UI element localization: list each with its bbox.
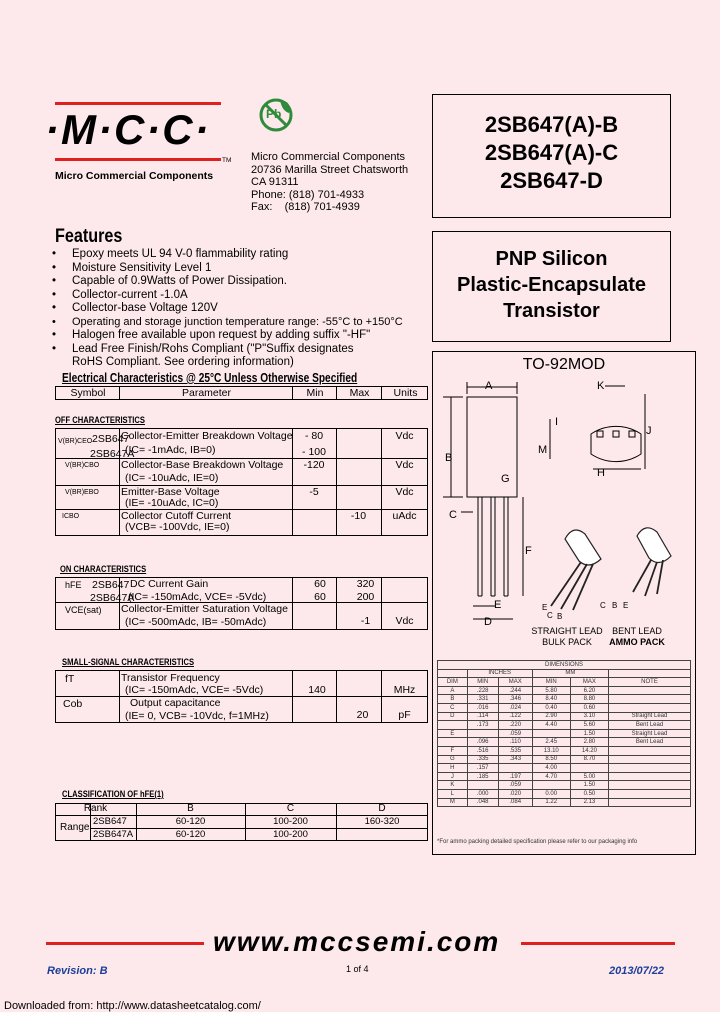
dim-label: E: [494, 599, 502, 611]
dim-cell: Straight Lead: [608, 712, 690, 721]
address-line: 20736 Marilla Street Chatsworth: [251, 163, 409, 176]
address-line: Micro Commercial Components: [251, 151, 406, 163]
feature-item: • Lead Free Finish/Rohs Compliant ("P"Suffix designates: [52, 343, 432, 357]
dim-label: K: [597, 380, 605, 392]
unit: Vdc: [395, 459, 414, 471]
footer-bar-left: [46, 942, 204, 945]
dim-cell: [608, 764, 690, 773]
condition: (IC= -150mAdc, VCE= -5Vdc): [128, 591, 267, 603]
dim-cell: 0.50: [570, 789, 608, 798]
unit: Vdc: [395, 430, 414, 442]
dim-cell: 2.13: [570, 798, 608, 807]
caption-line: BULK PACK: [542, 637, 592, 647]
min-value: 60: [314, 578, 326, 590]
unit: MHz: [393, 684, 416, 696]
dim-cell: .220: [498, 721, 532, 730]
dim-cell: [467, 781, 498, 790]
min-value: -5: [309, 486, 319, 498]
dim-unit: MM: [532, 669, 608, 678]
unit: pF: [398, 709, 411, 721]
class-part: 2SB647: [93, 816, 127, 827]
dim-cell: 5.60: [570, 721, 608, 730]
dim-cell: 5.00: [570, 772, 608, 781]
straight-lead-caption: [527, 626, 607, 648]
dim-cell: .020: [498, 789, 532, 798]
dim-label: G: [501, 473, 510, 485]
dim-row: [438, 703, 691, 712]
dim-cell: 14.20: [570, 746, 608, 755]
pin-label: E: [623, 601, 629, 610]
bent-lead-caption: [605, 626, 669, 648]
feature-item: • Moisture Sensitivity Level 1: [52, 262, 432, 276]
dim-cell: D: [438, 712, 468, 721]
feature-item: RoHS Compliant. See ordering information): [72, 356, 294, 368]
class-title: CLASSIFICATION OF hFE(1): [62, 789, 164, 800]
condition: (VCB= -100Vdc, IE=0): [125, 521, 230, 533]
condition: (IC= -500mAdc, IB= -50mAdc): [125, 616, 267, 628]
dim-cell: .122: [498, 712, 532, 721]
dim-title: DIMENSIONS: [438, 661, 691, 670]
dim-cell: .114: [467, 712, 498, 721]
symbol-sub: 2SB647: [92, 433, 130, 445]
dim-cell: Bent Lead: [608, 738, 690, 747]
dim-cell: 2.45: [532, 738, 570, 747]
dim-cell: [608, 703, 690, 712]
dim-cell: .343: [498, 755, 532, 764]
dim-cell: E: [438, 729, 468, 738]
dim-row: [438, 738, 691, 747]
dim-cell: Bent Lead: [608, 721, 690, 730]
dim-cell: .059: [498, 781, 532, 790]
dim-cell: [438, 738, 468, 747]
dim-row: [438, 764, 691, 773]
dim-cell: [608, 686, 690, 695]
dim-cell: [570, 764, 608, 773]
min-value: - 100: [302, 446, 326, 458]
dim-row: [438, 746, 691, 755]
col-header: Units: [393, 387, 418, 399]
feature-item: • Epoxy meets UL 94 V-0 flammability rating: [52, 248, 432, 262]
dim-cell: .024: [498, 703, 532, 712]
max-value: 20: [356, 709, 369, 721]
condition: (IC= -10uAdc, IE=0): [125, 472, 219, 484]
address-line: Phone: (818) 701-4933: [251, 188, 365, 201]
class-header: C: [286, 803, 295, 814]
dim-cell: 1.50: [570, 729, 608, 738]
dim-cell: [608, 798, 690, 807]
dim-cell: [608, 789, 690, 798]
dim-cell: .048: [467, 798, 498, 807]
dim-cell: J: [438, 772, 468, 781]
class-header: D: [378, 803, 386, 814]
class-header: Rank: [83, 803, 108, 814]
part-number-box: [432, 94, 671, 218]
dim-cell: [467, 729, 498, 738]
features-list: [52, 248, 432, 370]
class-value: 100-200: [273, 829, 308, 840]
dim-label: M: [538, 444, 548, 456]
feature-item: • Collector-base Voltage 120V: [52, 302, 432, 316]
dim-cell: .228: [467, 686, 498, 695]
dim-cell: .110: [498, 738, 532, 747]
description-line: Plastic-Encapsulate: [457, 274, 646, 296]
symbol: V(BR)CBO: [65, 462, 100, 469]
dim-cell: 6.20: [570, 686, 608, 695]
dim-cell: .331: [467, 695, 498, 704]
address-line: Fax: (818) 701-4939: [251, 201, 360, 213]
col-header: Max: [349, 387, 370, 399]
dim-cell: .335: [467, 755, 498, 764]
dim-cell: 13.10: [532, 746, 570, 755]
class-value: 60-120: [175, 816, 206, 827]
dim-cell: 0.60: [570, 703, 608, 712]
date: 2013/07/22: [609, 965, 665, 977]
page-number: 1 of 4: [346, 964, 369, 974]
symbol: fT: [65, 673, 75, 685]
dim-cell: G: [438, 755, 468, 764]
class-part: 2SB647A: [93, 829, 134, 840]
dim-cell: 8.80: [570, 695, 608, 704]
dim-cell: [532, 729, 570, 738]
dim-label: I: [555, 416, 559, 428]
symbol-sub: 2SB647A: [90, 448, 135, 460]
dim-cell: 4.40: [532, 721, 570, 730]
param: Collector-Emitter Saturation Voltage: [121, 603, 288, 615]
caption-line: AMMO PACK: [609, 637, 665, 647]
dim-cell: [608, 746, 690, 755]
dim-cell: .197: [498, 772, 532, 781]
condition: (IC= -150mAdc, VCE= -5Vdc): [125, 684, 264, 696]
dim-cell: .535: [498, 746, 532, 755]
pin-label: E: [542, 603, 548, 612]
symbol: VCE(sat): [65, 605, 102, 615]
condition: (IE= -10uAdc, IC=0): [125, 497, 219, 509]
description-line: Transistor: [503, 300, 600, 322]
param: Output capacitance: [130, 697, 221, 709]
param: Collector-Emitter Breakdown Voltage: [121, 430, 293, 442]
dim-cell: 0.00: [532, 789, 570, 798]
dim-cell: .244: [498, 686, 532, 695]
dim-cell: 5.80: [532, 686, 570, 695]
param: Transistor Frequency: [121, 672, 220, 684]
dim-cell: .096: [467, 738, 498, 747]
caption-line: STRAIGHT LEAD: [531, 626, 603, 636]
unit: Vdc: [395, 486, 414, 498]
condition: (IE= 0, VCB= -10Vdc, f=1MHz): [125, 710, 269, 722]
dim-cell: Straight Lead: [608, 729, 690, 738]
dim-row: [438, 781, 691, 790]
dim-row: [438, 772, 691, 781]
class-header: B: [187, 803, 194, 814]
dim-cell: 4.00: [532, 764, 570, 773]
col-header: Symbol: [70, 387, 106, 399]
ss-title: SMALL-SIGNAL CHARACTERISTICS: [62, 657, 195, 668]
range-label: Range: [60, 822, 90, 833]
dim-cell: F: [438, 746, 468, 755]
dim-cell: .157: [467, 764, 498, 773]
dim-label: A: [485, 380, 493, 392]
dim-cell: B: [438, 695, 468, 704]
dim-cell: [608, 772, 690, 781]
dim-cell: 0.40: [532, 703, 570, 712]
website: www.mccsemi.com: [213, 926, 501, 957]
features-title: Features: [55, 226, 123, 247]
min-value: 140: [308, 684, 326, 696]
dim-label: D: [484, 616, 492, 628]
part-number: 2SB647-D: [500, 168, 603, 193]
feature-item: • Capable of 0.9Watts of Power Dissipation.: [52, 275, 432, 289]
class-value: 160-320: [364, 816, 400, 827]
dim-cell: [438, 721, 468, 730]
class-value: 60-120: [175, 829, 206, 840]
dim-row: [438, 712, 691, 721]
feature-item: • Halogen free available upon request by adding suffix "-HF": [52, 329, 432, 343]
param: Emitter-Base Voltage: [121, 486, 220, 498]
address-block: [251, 151, 408, 214]
dim-cell: [608, 755, 690, 764]
dim-cell: 2.80: [570, 738, 608, 747]
dim-note: *For ammo packing detailed specification please refer to our packaging info: [437, 839, 638, 845]
min-value: 60: [314, 591, 326, 603]
dim-cell: 1.50: [570, 781, 608, 790]
caption-line: BENT LEAD: [612, 626, 662, 636]
symbol: V(BR)CEO: [58, 438, 93, 445]
pb-text: Pb: [266, 107, 282, 121]
on-title: ON CHARACTERISTICS: [60, 564, 147, 575]
col-header: Parameter: [181, 387, 232, 399]
address-line: CA 91311: [251, 176, 299, 188]
symbol: Cob: [63, 698, 83, 710]
pin-label: C: [547, 611, 553, 620]
dim-row: [438, 721, 691, 730]
dim-cell: 1.22: [532, 798, 570, 807]
param: Collector-Base Breakdown Voltage: [121, 459, 284, 471]
dim-row: [438, 695, 691, 704]
param: DC Current Gain: [130, 578, 209, 590]
max-value: 200: [356, 591, 375, 603]
symbol: V(BR)EBO: [65, 489, 99, 496]
dim-row: [438, 755, 691, 764]
max-value: 320: [356, 578, 375, 590]
dim-label: C: [449, 509, 457, 521]
dim-cell: 8.70: [570, 755, 608, 764]
download-link[interactable]: Downloaded from: http://www.datasheetcatalog.com/: [4, 1000, 261, 1012]
min-value: - 80: [304, 430, 324, 442]
revision: Revision: B: [47, 965, 108, 977]
logo-caption: Micro Commercial Components: [55, 170, 214, 182]
package-title: TO-92MOD: [522, 356, 606, 373]
elec-title: Electrical Characteristics @ 25°C Unless Otherwise Specified: [62, 370, 358, 385]
part-number: 2SB647(A)-B: [484, 112, 619, 137]
symbol-sub: 2SB647A: [90, 592, 135, 604]
dim-cell: 8.50: [532, 755, 570, 764]
dim-cell: [532, 781, 570, 790]
elec-header-row: [55, 386, 428, 400]
dim-cell: 3.10: [570, 712, 608, 721]
dim-cell: H: [438, 764, 468, 773]
dim-header: MAX: [498, 678, 532, 687]
pin-label: B: [612, 601, 618, 610]
dim-label: H: [597, 467, 605, 479]
description-line: PNP Silicon: [495, 248, 608, 270]
param: Collector Cutoff Current: [121, 510, 232, 522]
feature-item: • Operating and storage junction temperature range: -55°C to +150°C: [52, 316, 432, 330]
logo-bottom-bar: [55, 158, 221, 161]
dim-cell: 4.70: [532, 772, 570, 781]
dim-cell: [498, 764, 532, 773]
symbol: hFE: [65, 580, 82, 590]
dim-cell: .016: [467, 703, 498, 712]
dim-label: F: [525, 545, 532, 557]
dim-cell: 2.90: [532, 712, 570, 721]
dim-cell: M: [438, 798, 468, 807]
dim-row: [438, 789, 691, 798]
pin-label: C: [600, 601, 606, 610]
dim-header: DIM: [438, 678, 468, 687]
min-value: -120: [303, 459, 325, 471]
dim-cell: .059: [498, 729, 532, 738]
dim-row: [438, 686, 691, 695]
dim-cell: .084: [498, 798, 532, 807]
class-value: 100-200: [273, 816, 308, 827]
condition: (IC= -1mAdc, IB=0): [125, 444, 216, 456]
dim-header: MAX: [570, 678, 608, 687]
part-number: 2SB647(A)-C: [484, 140, 619, 165]
dim-cell: [608, 781, 690, 790]
max-value: -1: [360, 615, 371, 627]
dim-row: [438, 729, 691, 738]
dim-cell: .516: [467, 746, 498, 755]
col-header: Min: [306, 387, 324, 399]
symbol-sub: 2SB647: [92, 579, 130, 591]
dim-header: NOTE: [608, 678, 690, 687]
unit: Vdc: [395, 615, 414, 627]
max-value: -10: [350, 510, 367, 522]
dim-header: MIN: [467, 678, 498, 687]
footer-bar-right: [521, 942, 675, 945]
package-drawing: [433, 374, 695, 658]
pb-free-badge: [258, 97, 294, 133]
dim-cell: A: [438, 686, 468, 695]
dim-cell: .185: [467, 772, 498, 781]
dim-header: MIN: [532, 678, 570, 687]
dim-row: [438, 798, 691, 807]
dim-cell: L: [438, 789, 468, 798]
trademark: TM: [222, 157, 232, 164]
off-title: OFF CHARACTERISTICS: [55, 415, 145, 426]
dim-label: J: [646, 425, 652, 437]
unit: uAdc: [392, 510, 417, 522]
dimensions-table: [437, 660, 691, 807]
dim-cell: K: [438, 781, 468, 790]
dim-label: B: [445, 452, 453, 464]
dim-cell: C: [438, 703, 468, 712]
description-box: [432, 231, 671, 342]
dim-unit: INCHES: [467, 669, 532, 678]
dim-cell: .000: [467, 789, 498, 798]
symbol: ICBO: [62, 513, 80, 520]
logo-top-bar: [55, 102, 221, 105]
feature-item: • Collector-current -1.0A: [52, 289, 432, 303]
dim-cell: [608, 695, 690, 704]
dim-cell: .346: [498, 695, 532, 704]
logo: ·M·C·C·: [45, 106, 211, 153]
dim-cell: .173: [467, 721, 498, 730]
pin-label: B: [557, 612, 563, 621]
dim-cell: 8.40: [532, 695, 570, 704]
